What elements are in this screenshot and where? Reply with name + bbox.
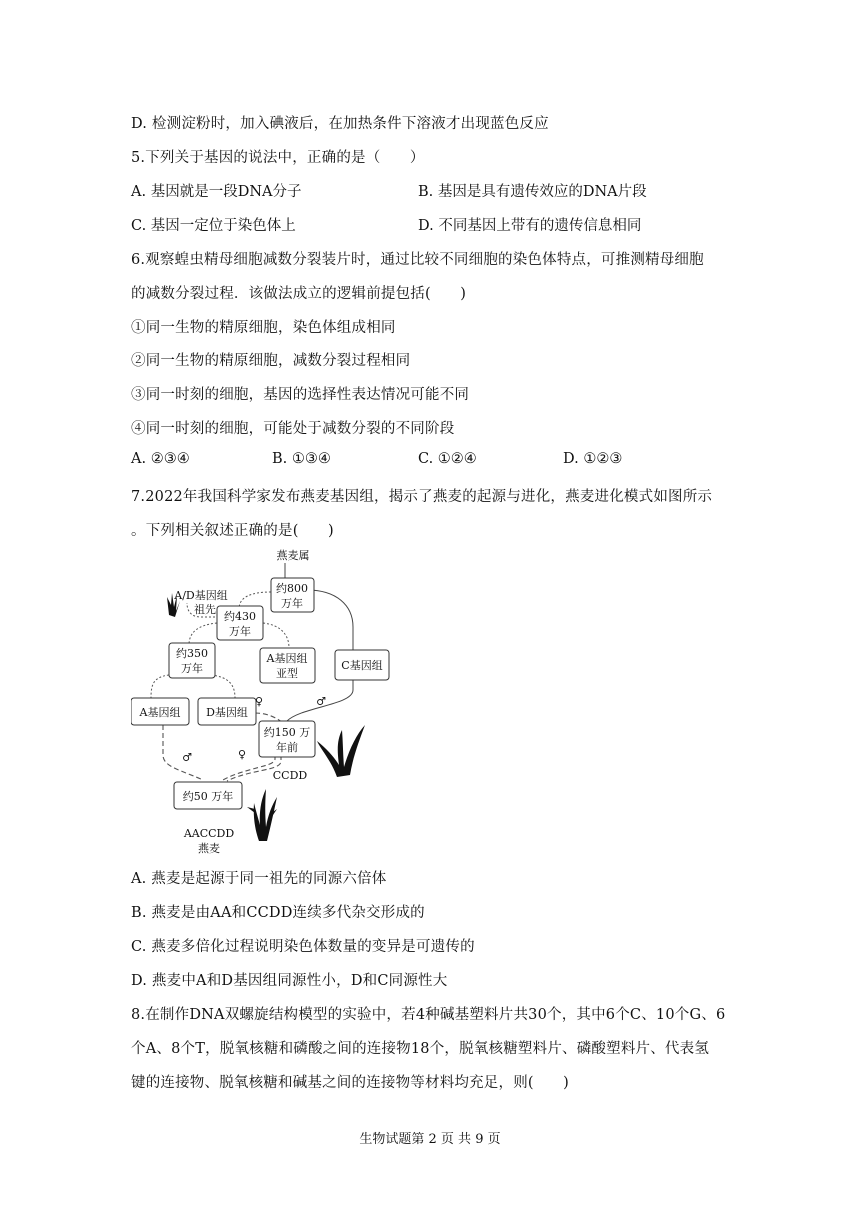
label-a-subtype-2: 亚型 xyxy=(276,667,298,680)
q4-option-d: D. 检测淀粉时，加入碘液后，在加热条件下溶液才出现蓝色反应 xyxy=(131,116,549,132)
q5-option-d: D. 不同基因上带有的遗传信息相同 xyxy=(418,218,642,234)
q6-stem-line2: 的减数分裂过程．该做法成立的逻辑前提包括( ) xyxy=(131,286,467,302)
label-350: 约350 xyxy=(176,647,208,660)
label-ad-ancestor-2: 祖先 xyxy=(194,603,216,616)
q6-option-d: D. ①②③ xyxy=(563,451,623,467)
label-a-subtype: A基因组 xyxy=(266,652,308,665)
label-430: 约430 xyxy=(224,610,256,623)
oat-evolution-diagram xyxy=(131,545,391,860)
q5-option-c: C. 基因一定位于染色体上 xyxy=(131,218,296,234)
label-d-genome: D基因组 xyxy=(206,706,248,719)
label-oat: 燕麦 xyxy=(198,842,220,855)
label-350-unit: 万年 xyxy=(181,662,203,675)
q7-option-c: C. 燕麦多倍化过程说明染色体数量的变异是可遗传的 xyxy=(131,939,475,955)
q6-statement-1: ①同一生物的精原细胞，染色体组成相同 xyxy=(131,320,396,336)
q8-stem-line2: 个A、8个T，脱氧核糖和磷酸之间的连接物18个，脱氧核糖塑料片、磷酸塑料片、代表氢 xyxy=(131,1041,710,1057)
q6-option-a: A. ②③④ xyxy=(131,451,190,467)
label-50: 约50 万年 xyxy=(182,790,234,803)
q7-option-d: D. 燕麦中A和D基因组同源性小，D和C同源性大 xyxy=(131,973,448,989)
male-symbol: ♂ xyxy=(316,695,326,708)
label-aaccdd: AACCDD xyxy=(183,827,235,840)
label-genus: 燕麦属 xyxy=(276,549,310,562)
dotted-350-d xyxy=(211,675,235,698)
female-symbol: ♀ xyxy=(254,695,264,708)
label-150-unit: 年前 xyxy=(276,741,298,754)
q7-option-b: B. 燕麦是由AA和CCDD连续多代杂交形成的 xyxy=(131,905,425,921)
label-800-unit: 万年 xyxy=(281,597,303,610)
q7-option-a: A. 燕麦是起源于同一祖先的同源六倍体 xyxy=(131,871,387,887)
q5-stem: 5.下列关于基因的说法中，正确的是（ ） xyxy=(131,150,425,166)
q5-option-b: B. 基因是具有遗传效应的DNA片段 xyxy=(418,184,647,200)
q7-stem-line2: 。下列相关叙述正确的是( ) xyxy=(131,523,334,539)
label-800: 约800 xyxy=(276,582,308,595)
q5-option-a: A. 基因就是一段DNA分子 xyxy=(131,184,302,200)
q6-statement-2: ②同一生物的精原细胞，减数分裂过程相同 xyxy=(131,353,411,369)
dotted-430-asub xyxy=(263,623,289,648)
label-a-genome: A基因组 xyxy=(139,706,181,719)
label-ad-ancestor: A/D基因组 xyxy=(174,589,228,602)
q8-stem-line1: 8.在制作DNA双螺旋结构模型的实验中，若4种碱基塑料片共30个，其中6个C、10个G、6 xyxy=(131,1007,726,1023)
label-c-genome: C基因组 xyxy=(341,659,383,672)
male-symbol-2: ♂ xyxy=(182,751,192,764)
label-150: 约150 万 xyxy=(263,726,311,739)
page-footer: 生物试题第 2 页 共 9 页 xyxy=(359,1132,501,1147)
q6-stem-line1: 6.观察蝗虫精母细胞减数分裂装片时，通过比较不同细胞的染色体特点，可推测精母细胞 xyxy=(131,252,704,268)
q8-stem-line3: 键的连接物、脱氧核糖和碱基之间的连接物等材料均充足，则( ) xyxy=(131,1075,570,1091)
q6-statement-3: ③同一时刻的细胞，基因的选择性表达情况可能不同 xyxy=(131,387,470,403)
label-430-unit: 万年 xyxy=(229,625,251,638)
q7-stem-line1: 7.2022年我国科学家发布燕麦基因组，揭示了燕麦的起源与进化，燕麦进化模式如图所示 xyxy=(131,489,713,505)
q6-option-c: C. ①②④ xyxy=(418,451,477,467)
q6-statement-4: ④同一时刻的细胞，可能处于减数分裂的不同阶段 xyxy=(131,421,455,437)
female-symbol-2: ♀ xyxy=(237,748,247,761)
dotted-430-350 xyxy=(189,623,217,645)
ccdd-plant-icon xyxy=(317,725,365,777)
oat-plant-icon xyxy=(247,789,277,841)
dotted-350-a xyxy=(151,675,169,698)
label-ccdd: CCDD xyxy=(272,769,308,782)
q6-option-b: B. ①③④ xyxy=(272,451,331,467)
